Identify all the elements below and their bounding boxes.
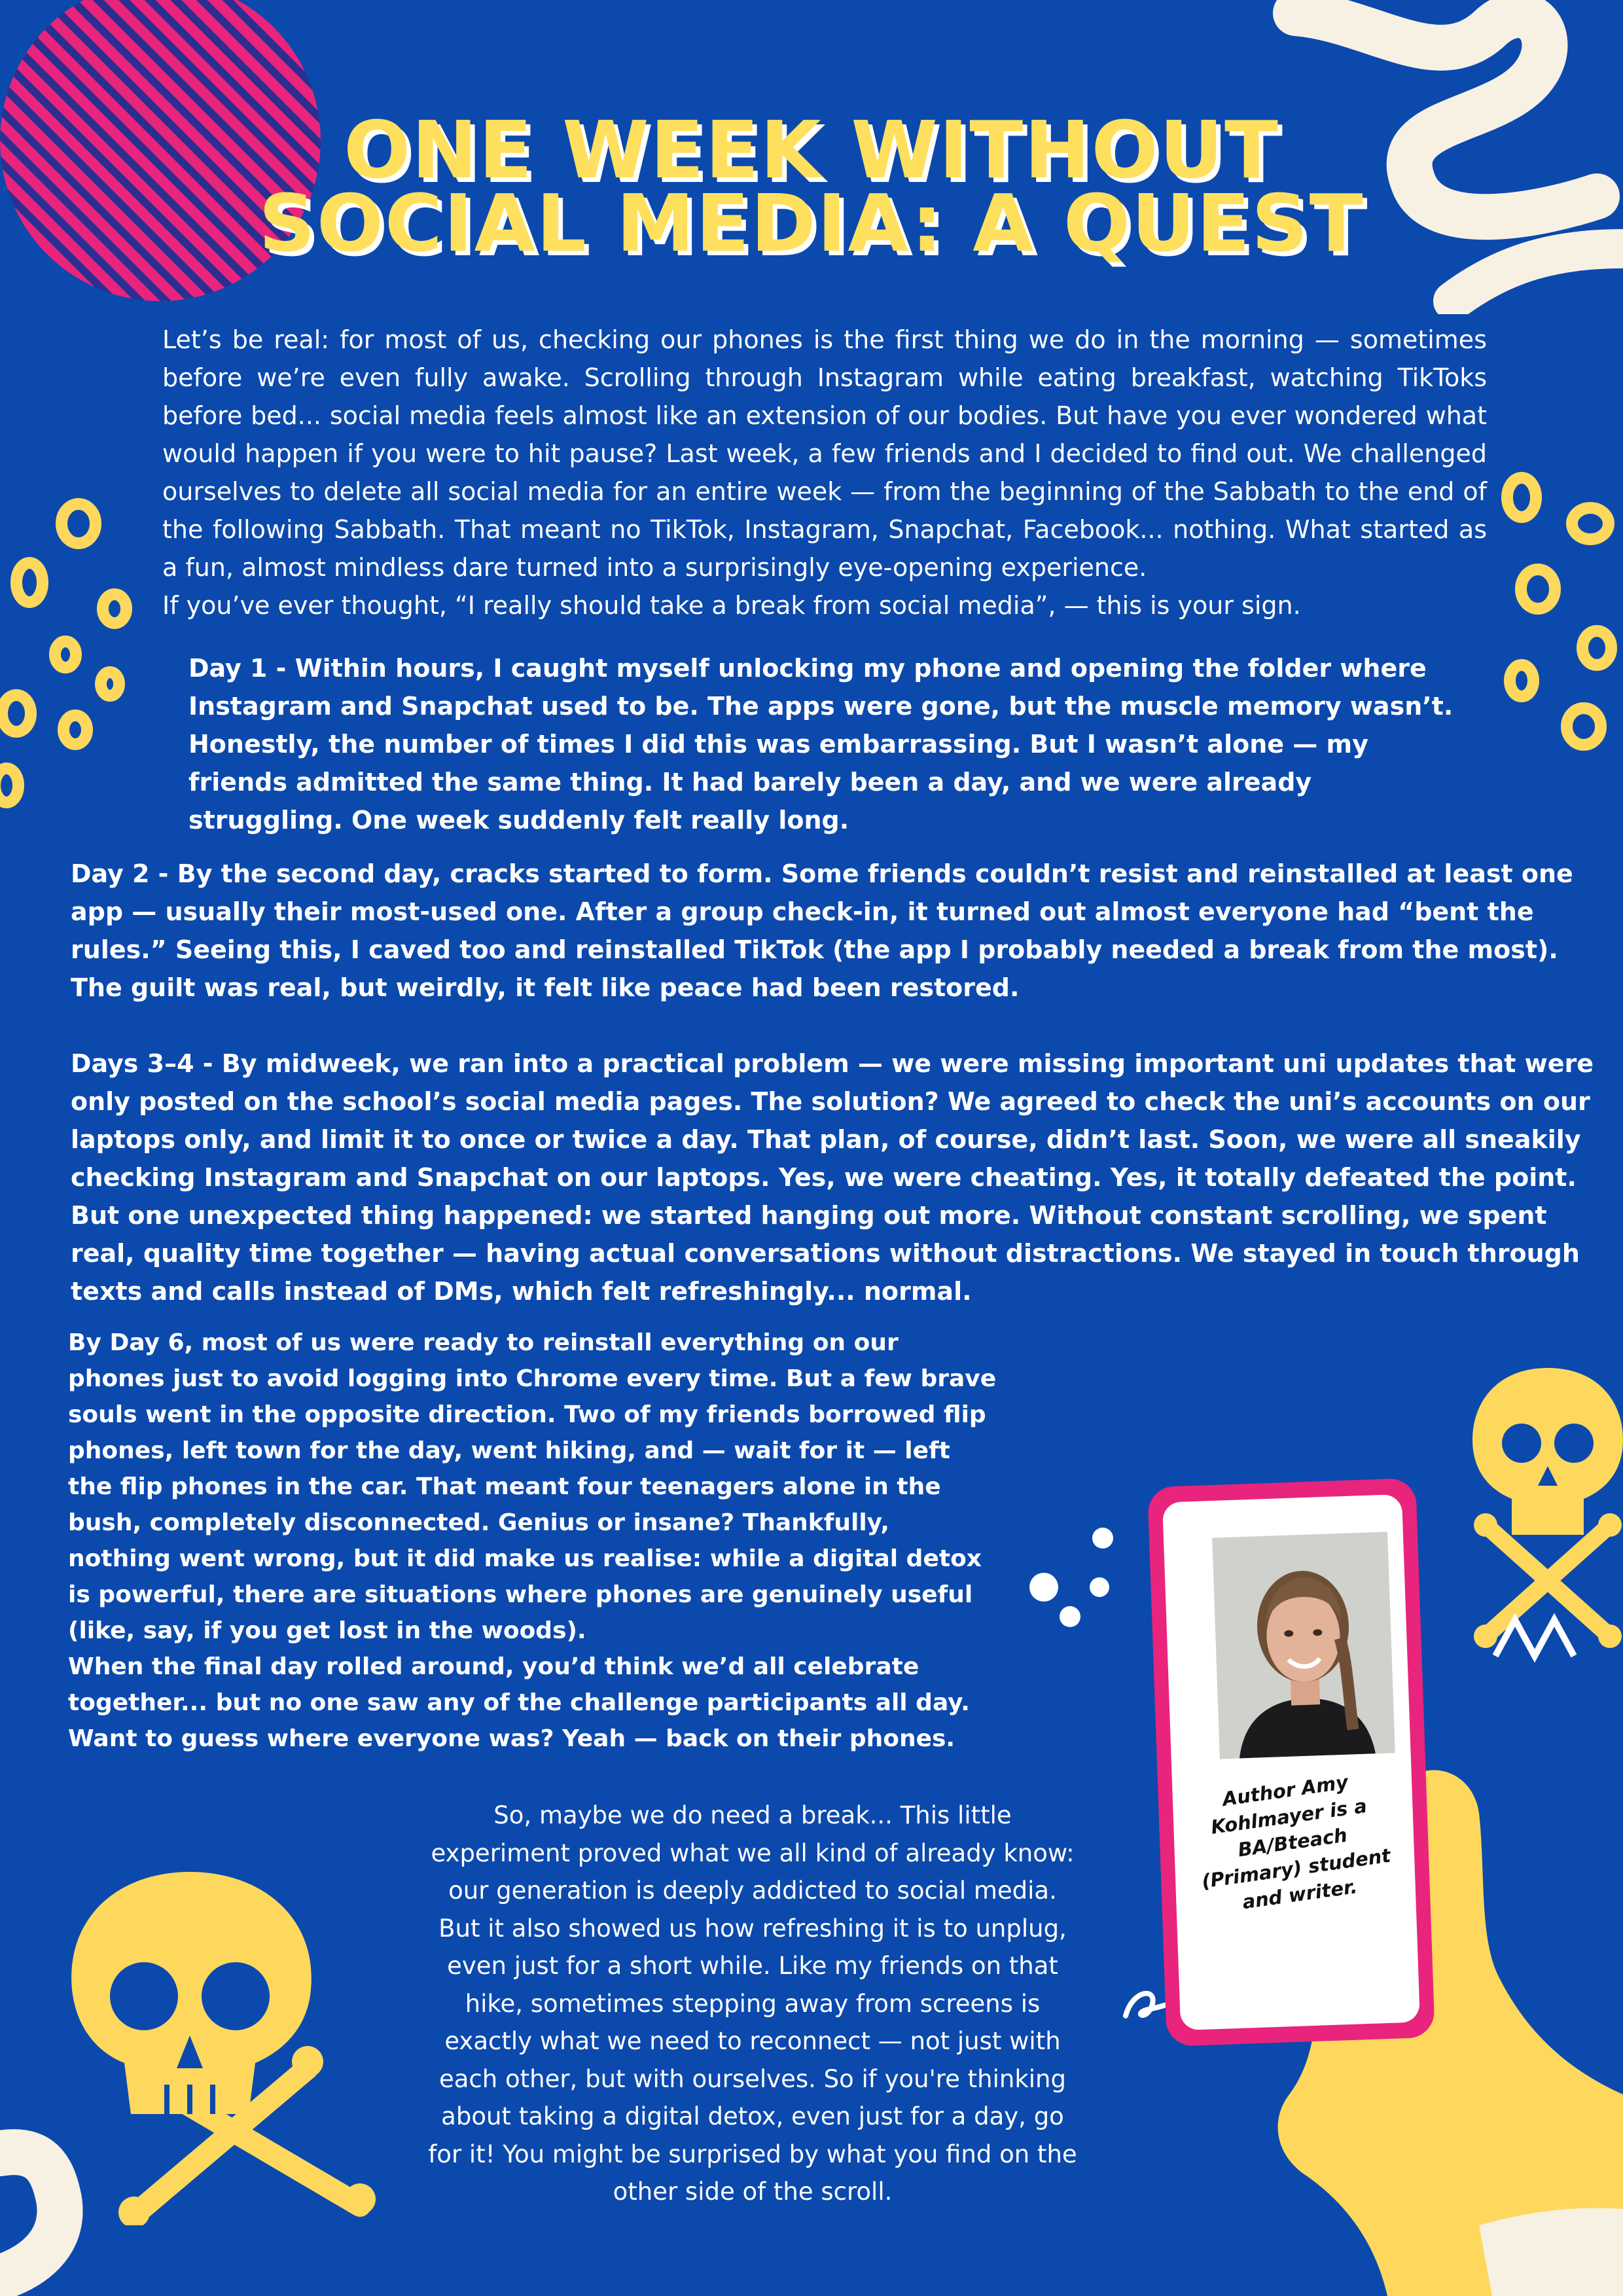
brush-stroke-icon [0,2127,157,2296]
intro-text: Let’s be real: for most of us, checking our phones is the first thing we do in the morning — sometimes before we’re even fully awake. Scrolling through Instagram while eating breakfast, watching TikToks before bed... social media feels almost like an extension of our bodies. But have you ever wondered what would happen if you were to hit pause? Last week, a few friends and I decided to find out. We challenged ourselves to delete all social media for an entire week — from the beginning of the Sabbath to the end of the following Sabbath. That meant no TikTok, Instagram, Snapchat, Facebook... nothing. What started as a fun, almost mindless dare turned into a surprisingly eye-opening experience. [162,325,1487,582]
cereal-ring-icon [1486,458,1623,759]
title-line-1: ONE WEEK WITHOUT [344,105,1279,196]
cereal-ring-icon [0,497,144,838]
author-photo [1212,1532,1395,1759]
author-caption: Author Amy Kohlmayer is a BA/Bteach (Primary) student and writer. [1200,1770,1392,1914]
final-day-paragraph: When the final day rolled around, you’d think we’d all celebrate together... but no one saw any of the challenge participants all day. Want to guess where everyone was? Yeah — back on their phones. [68,1653,970,1752]
closing-paragraph: So, maybe we do need a break... This little experiment proved what we all kind of already know: our generation is deeply addicted to social media. But it also showed us how refreshing it is to unplug, even just for a short while. Like my friends on that hike, sometimes stepping away from screens is exactly what we need to reconnect — not just with each other, but with ourselves. So if you're thinking about taking a digital detox, even just for a day, go for it! You might be surprised by what you find on the other side of the scroll. [428,1801,1077,2206]
day-1-paragraph: Day 1 - Within hours, I caught myself unlocking my phone and opening the folder where Instagram and Snapchat used to be. The apps were gone, but the muscle memory wasn’t. Honestly, the number of times I did this was embarrassing. But I wasn’t alone — my friends admitted the same thing. It had barely been a day, and we were already struggling. One week suddenly felt really long. [188,654,1454,834]
day-6-section [68,1325,997,1757]
intro-last-line: If you’ve ever thought, “I really should take a break from social media”, — this is your sign. [162,591,1301,620]
skull-crossbones-icon [1459,1361,1623,1662]
title-line-2: SOCIAL MEDIA: A QUEST [259,179,1364,270]
page-title [0,105,1623,270]
day-2-paragraph: Day 2 - By the second day, cracks started to form. Some friends couldn’t resist and reinstalled at least one app — usually their most-used one. After a group check-in, it turned out almost everyone had “bent the rules.” Seeing this, I caved too and reinstalled TikTok (the app I probably needed a break from the most). The guilt was real, but weirdly, it felt like peace had been restored. [71,859,1573,1002]
day-6-paragraph: By Day 6, most of us were ready to reinstall everything on our phones just to avoid logging into Chrome every time. But a few brave souls went in the opposite direction. Two of my friends borrowed flip phones, left town for the day, went hiking, and — wait for it — left the flip phones in the car. That meant four teenagers alone in the bush, completely disconnected. Genius or insane? Thankfully, nothing went wrong, but it did make us realise: while a digital detox is powerful, there are situations where phones are genuinely useful (like, say, if you get lost in the woods). [68,1329,997,1644]
days-3-4-paragraph: Days 3–4 - By midweek, we ran into a practical problem — we were missing important uni updates that were only posted on the school’s social media pages. The solution? We agreed to check the uni’s accounts on our laptops only, and limit it to once or twice a day. That plan, of course, didn’t last. Soon, we were all sneakily checking Instagram and Snapchat on our laptops. Yes, we were cheating. Yes, it totally defeated the point. But one unexpected thing happened: we started hanging out more. Without constant scrolling, we spent real, quality time together — having actual conversations without distractions. We stayed in touch through texts and calls instead of DMs, which felt refreshingly... normal. [71,1049,1594,1306]
dots-icon [1024,1525,1135,1630]
intro-paragraph [162,321,1487,624]
